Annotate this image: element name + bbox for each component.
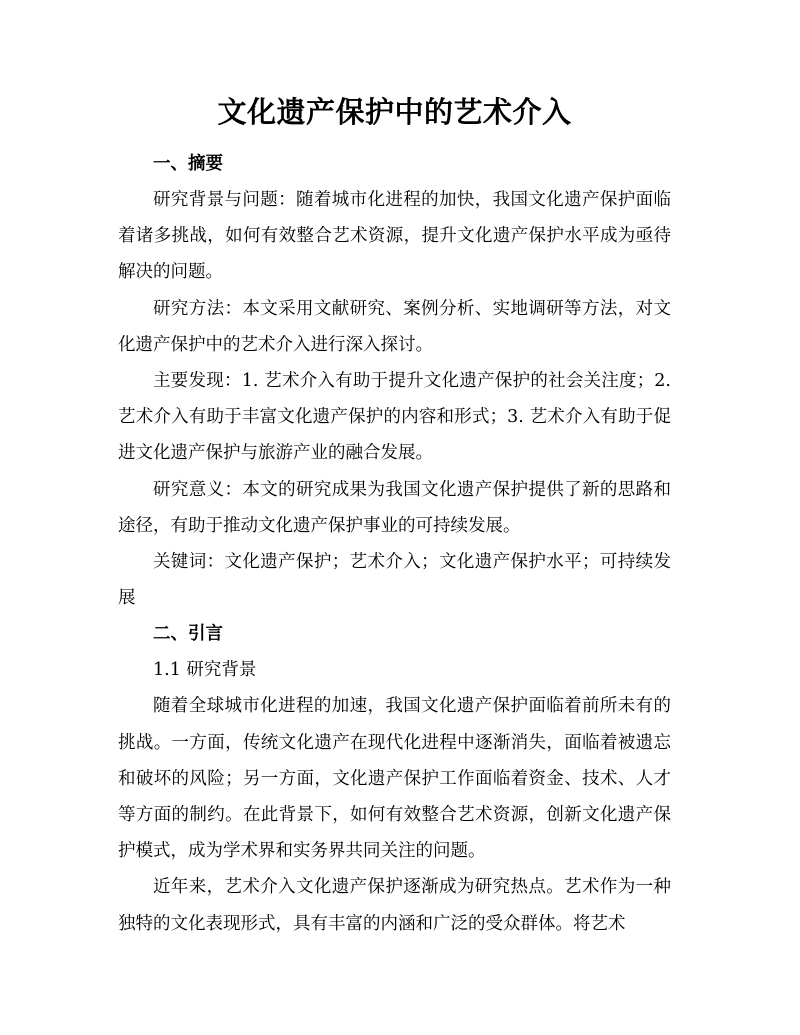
abstract-heading: 一、摘要 (153, 154, 223, 174)
abstract-significance: 研究意义：本文的研究成果为我国文化遗产保护提供了新的思路和途径，有助于推动文化遗产保护事业的可持续发展。 (118, 479, 671, 536)
abstract-findings: 主要发现：1. 艺术介入有助于提升文化遗产保护的社会关注度；2. 艺术介入有助于丰富文化遗产保护的内容和形式；3. 艺术介入有助于促进文化遗产保护与旅游产业的融合发展。 (118, 371, 671, 464)
research-background-subheading: 1.1 研究背景 (153, 660, 257, 681)
abstract-keywords: 关键词：文化遗产保护；艺术介入；文化遗产保护水平；可持续发展 (118, 552, 671, 609)
introduction-paragraph-2: 近年来，艺术介入文化遗产保护逐渐成为研究热点。艺术作为一种独特的文化表现形式，具有丰富的内涵和广泛的受众群体。将艺术 (118, 877, 671, 934)
abstract-background: 研究背景与问题：随着城市化进程的加快，我国文化遗产保护面临着诸多挑战，如何有效整合艺术资源，提升文化遗产保护水平成为亟待解决的问题。 (118, 190, 671, 283)
introduction-paragraph-1: 随着全球城市化进程的加速，我国文化遗产保护面临着前所未有的挑战。一方面，传统文化遗产在现代化进程中逐渐消失，面临着被遗忘和破坏的风险；另一方面，文化遗产保护工作面临着资金、技术、人才等方面的制约。在此背景下，如何有效整合艺术资源，创新文化遗产保护模式，成为学术界和实务界共同关注的问题。 (118, 696, 671, 862)
abstract-methods: 研究方法：本文采用文献研究、案例分析、实地调研等方法，对文化遗产保护中的艺术介入进行深入探讨。 (118, 298, 671, 355)
document-body (118, 92, 671, 942)
document-title: 文化遗产保护中的艺术介入 (217, 95, 572, 129)
introduction-heading: 二、引言 (153, 624, 223, 645)
